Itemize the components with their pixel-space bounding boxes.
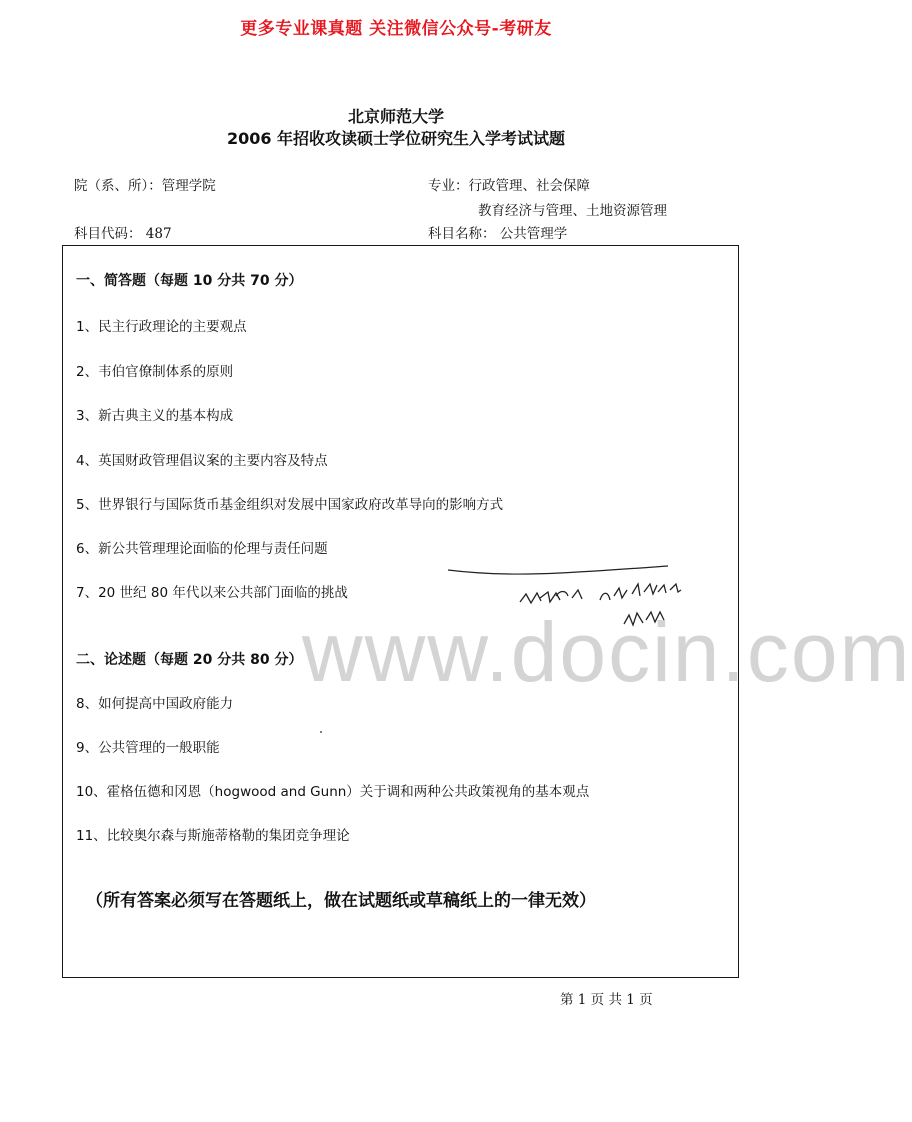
section-2-title: 二、论述题（每题 20 分共 80 分） bbox=[76, 652, 303, 668]
question-item: 11、比较奥尔森与斯施蒂格勒的集团竞争理论 bbox=[76, 828, 350, 844]
question-item: 9、公共管理的一般职能 bbox=[76, 740, 220, 756]
question-item: 7、20 世纪 80 年代以来公共部门面临的挑战 bbox=[76, 585, 348, 601]
question-item: 1、民主行政理论的主要观点 bbox=[76, 319, 247, 335]
section-1-title: 一、简答题（每题 10 分共 70 分） bbox=[76, 273, 303, 289]
exam-title: 2006 年招收攻读硕士学位研究生入学考试试题 bbox=[226, 129, 566, 148]
department-label: 院（系、所）：管理学院 bbox=[74, 178, 216, 194]
question-item: 6、新公共管理理论面临的伦理与责任问题 bbox=[76, 541, 328, 557]
promo-banner: 更多专业课真题 关注微信公众号-考研友 bbox=[240, 19, 552, 39]
question-item: 2、韦伯官僚制体系的原则 bbox=[76, 364, 234, 380]
question-item: 8、如何提高中国政府能力 bbox=[76, 696, 234, 712]
answer-notice: （所有答案必须写在答题纸上，做在试题纸或草稿纸上的一律无效） bbox=[86, 891, 596, 911]
university-name: 北京师范大学 bbox=[347, 107, 444, 126]
question-item: 3、新古典主义的基本构成 bbox=[76, 408, 234, 424]
question-item: 10、霍格伍德和冈恩（hogwood and Gunn）关于调和两种公共政策视角的基本观点 bbox=[76, 784, 590, 800]
question-item: 4、英国财政管理倡议案的主要内容及特点 bbox=[76, 453, 328, 469]
question-item: 5、世界银行与国际货币基金组织对发展中国家政府改革导向的影响方式 bbox=[76, 497, 504, 513]
watermark: www.docin.com bbox=[302, 605, 912, 699]
subject-code-label: 科目代码： 487 bbox=[74, 226, 172, 242]
major-label: 专业：行政管理、社会保障 bbox=[428, 178, 590, 194]
subject-name-label: 科目名称： 公共管理学 bbox=[428, 226, 568, 242]
page-footer: 第 1 页 共 1 页 bbox=[560, 992, 653, 1008]
major-continued: 教育经济与管理、土地资源管理 bbox=[478, 203, 667, 219]
